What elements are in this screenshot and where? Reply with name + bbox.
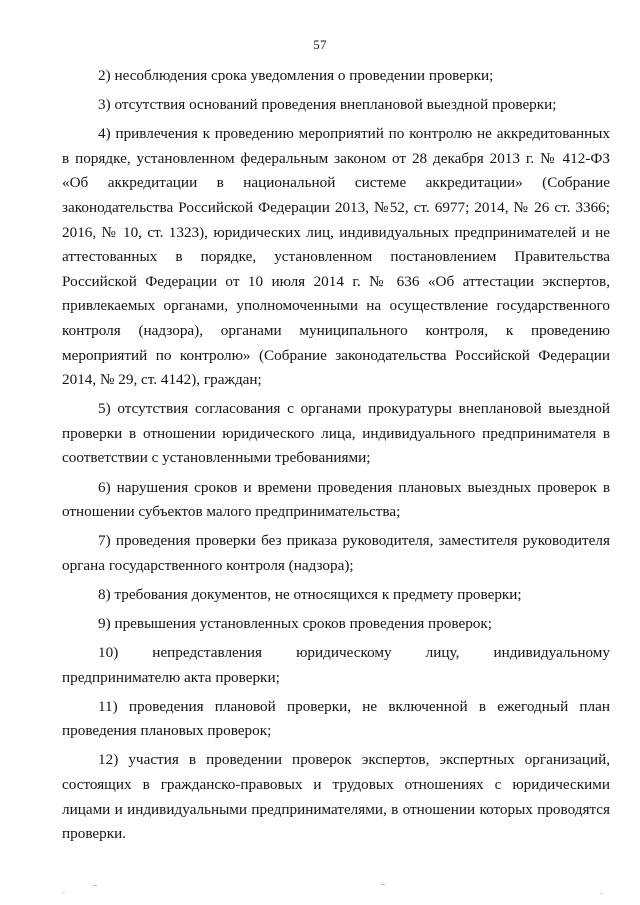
page-number: 57 — [313, 37, 327, 52]
list-item-2: 2) несоблюдения срока уведомления о проведении проверки; — [98, 67, 494, 84]
list-item-5: 5) отсутствия согласования с органами прокуратуры внеплановой выездной проверки в отношении юридического лица, индивидуального предпринимателя в соответствии с установленными требованиями; — [62, 400, 610, 467]
scan-artifact — [62, 892, 65, 893]
scan-artifact — [381, 884, 385, 885]
document-body — [62, 64, 610, 851]
list-item-9: 9) превышения установленных сроков проведения проверок; — [98, 614, 492, 632]
list-item-11: 11) проведения плановой проверки, не включенной в ежегодный план проведения плановых проверок; — [62, 697, 610, 740]
list-item-10: 10) непредставления юридическому лицу, индивидуальному предпринимателю акта проверки; — [62, 644, 610, 686]
list-item-8: 8) требования документов, не относящихся к предмету проверки; — [98, 585, 522, 603]
list-item-7: 7) проведения проверки без приказа руководителя, заместителя руководителя органа государственного контроля (надзора); — [62, 532, 610, 574]
list-item-3: 3) отсутствия оснований проведения внеплановой выездной проверки; — [98, 96, 557, 114]
scan-artifact — [93, 885, 97, 886]
list-item-12: 12) участия в проведении проверок экспертов, экспертных организаций, состоящих в гражданско-правовых и трудовых отношениях с юридическими лицами и индивидуальными предпринимателями, в отношении которых проводятся проверки. — [62, 751, 610, 843]
list-item-4: 4) привлечения к проведению мероприятий по контролю не аккредитованных в порядке, установленном федеральным законом от 28 декабря 2013 г. № 412-ФЗ «Об аккредитации в национальной системе аккредитации» (Собрание законодательства Российской Федерации 2013, №52, ст. 6977; 2014, № 26 ст. 3366; 2016, № 10, ст. 1323), юридических лиц, индивидуальных предпринимателей и не аттестованных в порядке, установленном постановлением Правительства Российской Федерации от 10 июля 2014 г. № 636 «Об аттестации экспертов, привлекаемых органами, уполномоченными на осуществление государственного контроля (надзора), органами муниципального контроля, к проведению мероприятий по контролю» (Собрание законодательства Российской Федерации 2014, № 29, ст. 4142), граждан; — [62, 125, 610, 389]
list-item-6: 6) нарушения сроков и времени проведения плановых выездных проверок в отношении субъектов малого предпринимательства; — [62, 478, 610, 521]
scan-artifact — [600, 893, 603, 894]
